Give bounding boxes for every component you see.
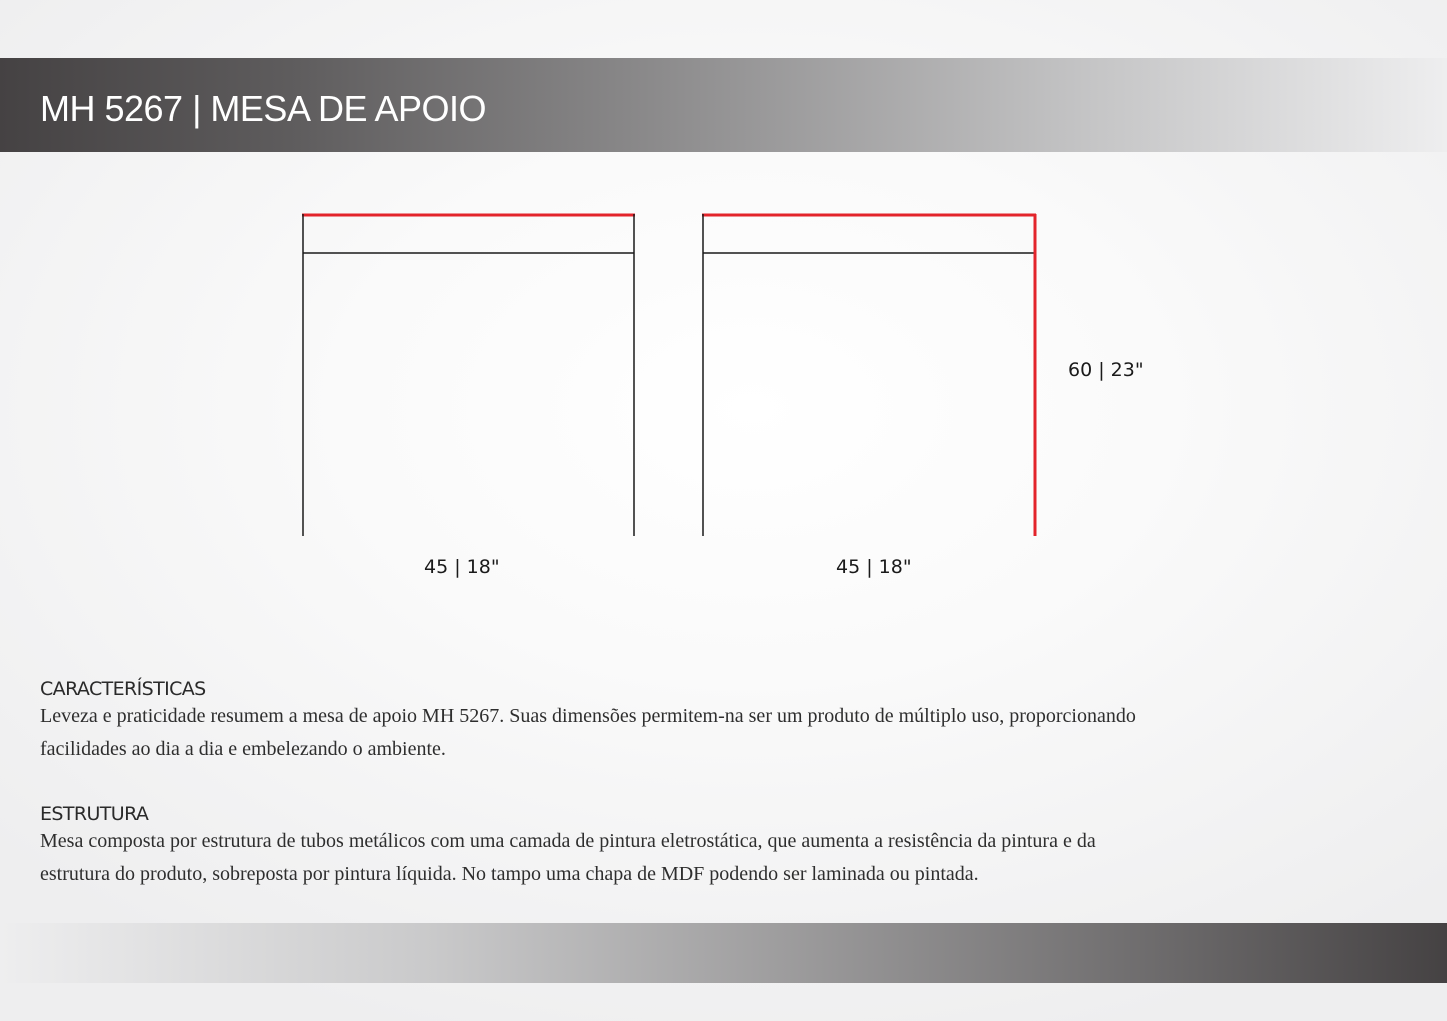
caracteristicas-line-2: facilidades ao dia a dia e embelezando o ambiente. <box>40 738 446 760</box>
front-view-width-label: 45 | 18" <box>836 556 912 578</box>
caracteristicas-line-1: Leveza e praticidade resumem a mesa de apoio MH 5267. Suas dimensões permitem-na ser um produto de múltiplo uso, proporcionando <box>40 705 1136 727</box>
caracteristicas-section <box>40 678 1240 766</box>
front-view <box>702 214 1144 578</box>
estrutura-line-2: estrutura do produto, sobreposta por pintura líquida. No tampo uma chapa de MDF podendo ser laminada ou pintada. <box>40 863 979 885</box>
side-view-width-label: 45 | 18" <box>424 556 500 578</box>
height-label: 60 | 23" <box>1068 359 1144 381</box>
estrutura-line-1: Mesa composta por estrutura de tubos metálicos com uma camada de pintura eletrostática, que aumenta a resistência da pintura e da <box>40 830 1096 852</box>
estrutura-section <box>40 803 1240 891</box>
footer-band <box>0 923 1447 983</box>
caracteristicas-heading: CARACTERÍSTICAS <box>40 678 206 700</box>
page-title: MH 5267 | MESA DE APOIO <box>40 88 487 129</box>
side-view <box>302 214 635 578</box>
estrutura-heading: ESTRUTURA <box>40 803 149 825</box>
